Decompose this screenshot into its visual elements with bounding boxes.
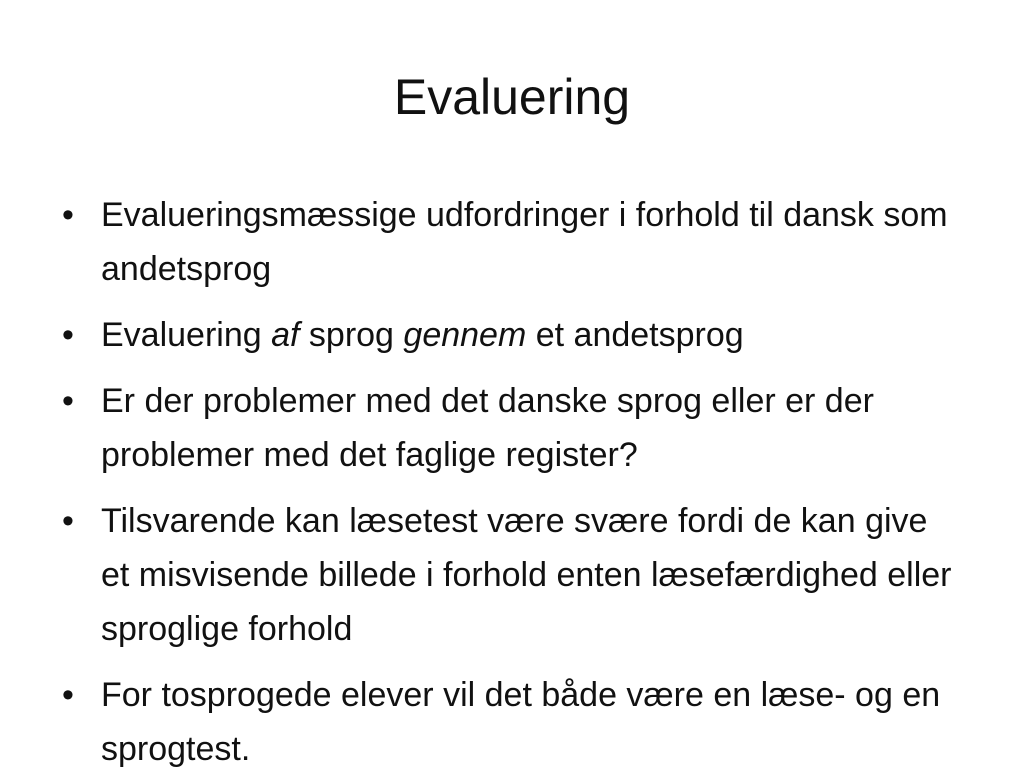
bullet-text: For tosprogede elever vil det både være en læse- og en sprogtest.: [101, 676, 941, 768]
bullet-list: [62, 188, 962, 768]
bullet-italic-af: af: [271, 316, 300, 354]
bullet-text-part: Evaluering: [101, 316, 272, 354]
bullet-text: Tilsvarende kan læsetest være svære fordi de kan give et misvisende billede i forhold enten læsefærdighed eller sproglige forhold: [101, 502, 952, 648]
bullet-icon: •: [62, 316, 74, 354]
bullet-item: [62, 308, 962, 362]
bullet-text: Er der problemer med det danske sprog eller er der problemer med det faglige register?: [101, 382, 874, 474]
bullet-item: [62, 188, 962, 296]
bullet-item: [62, 494, 962, 656]
bullet-icon: •: [62, 676, 74, 714]
bullet-icon: •: [62, 502, 74, 540]
bullet-text: Evalueringsmæssige udfordringer i forhold til dansk som andetsprog: [101, 196, 948, 288]
bullet-italic-gennem: gennem: [403, 316, 527, 354]
bullet-icon: •: [62, 196, 74, 234]
bullet-item: [62, 668, 962, 768]
slide-title: Evaluering: [393, 69, 631, 125]
bullet-text: [101, 316, 744, 354]
bullet-icon: •: [62, 382, 74, 420]
bullet-text-part: sprog: [299, 316, 404, 354]
bullet-item: [62, 374, 962, 482]
bullet-text-part: et andetsprog: [526, 316, 744, 354]
